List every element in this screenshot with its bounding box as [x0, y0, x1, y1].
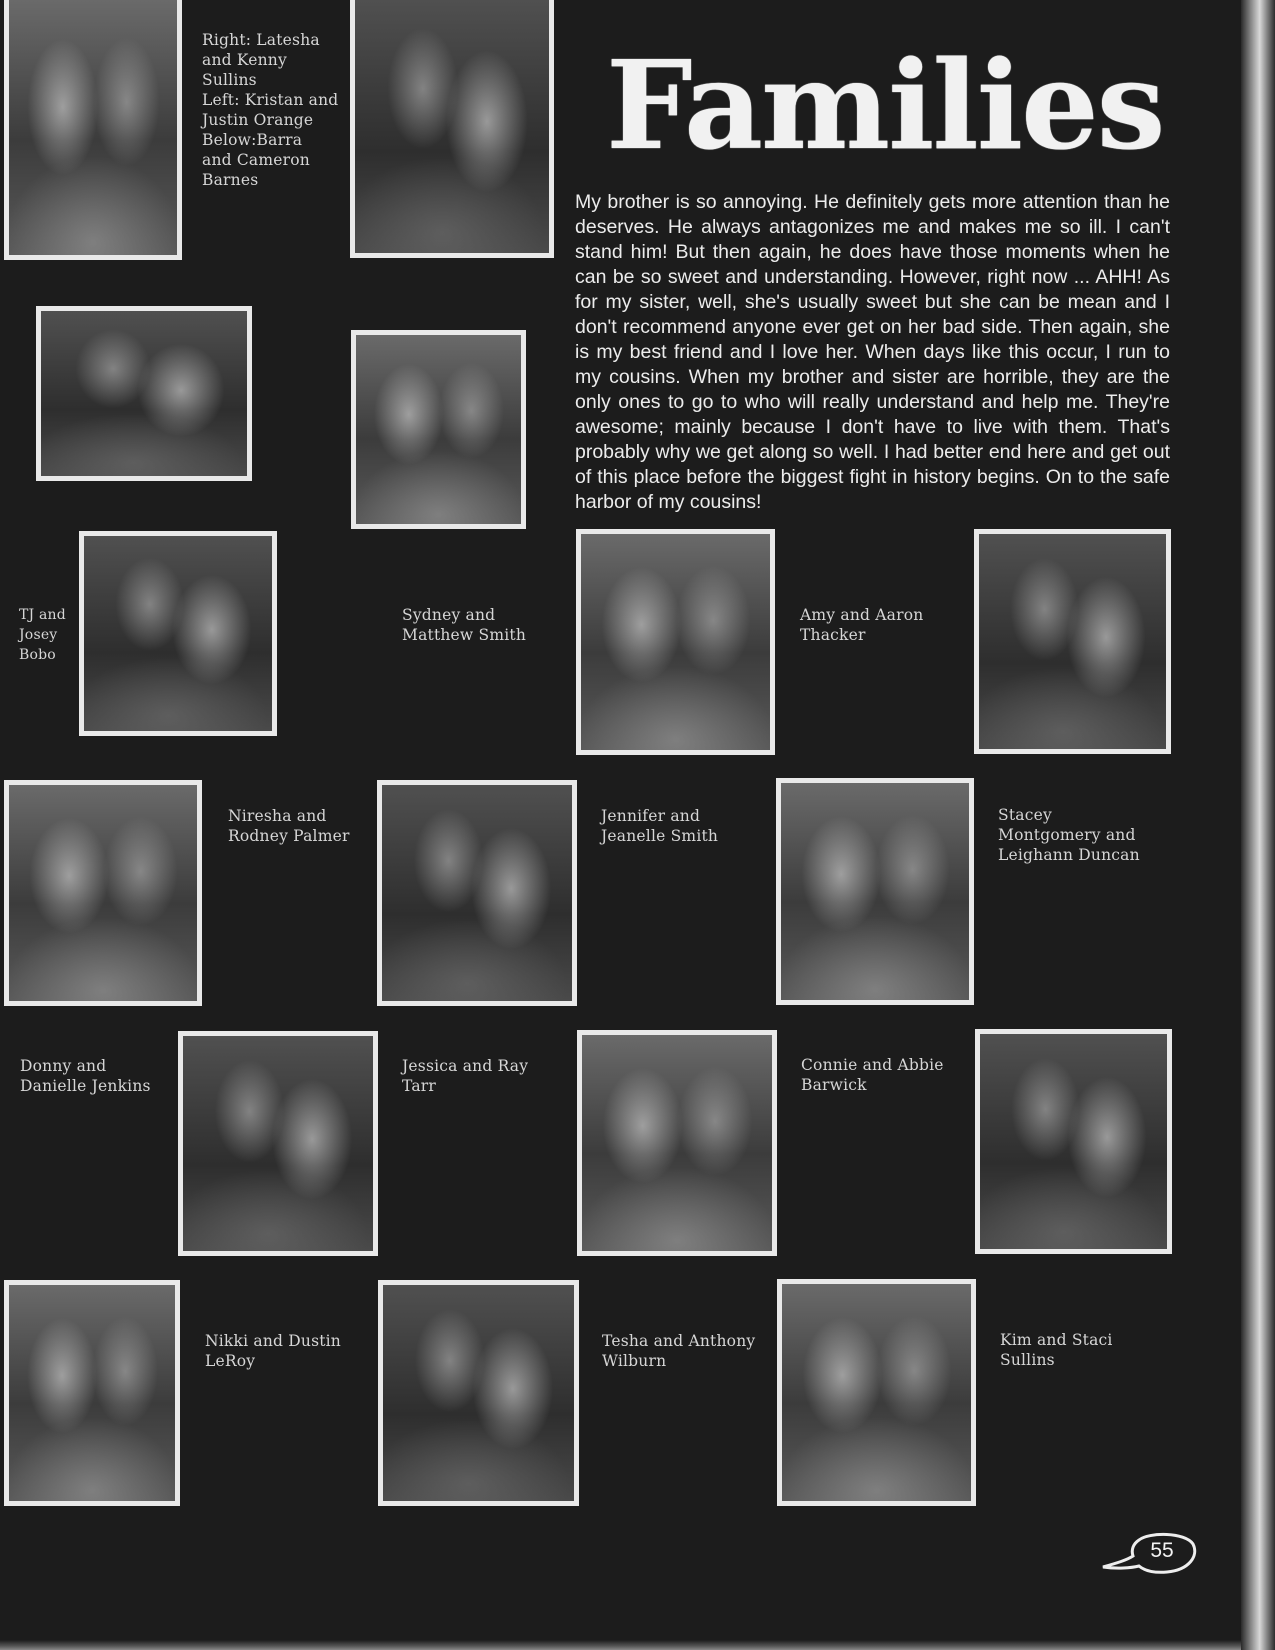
caption-line: Montgomery and	[998, 826, 1136, 844]
caption-sydney-matthew	[402, 605, 526, 645]
caption-line: and Kenny	[202, 51, 287, 69]
caption-line: Matthew Smith	[402, 626, 527, 644]
caption-line: Right: Latesha	[202, 31, 320, 49]
caption-line: Danielle Jenkins	[20, 1077, 151, 1095]
caption-leroy	[205, 1331, 341, 1371]
caption-line: Sullins	[202, 71, 257, 89]
caption-line: and Cameron	[202, 151, 310, 169]
caption-line: Thacker	[800, 626, 866, 644]
caption-line: Bobo	[19, 647, 56, 663]
caption-line: TJ and	[19, 607, 66, 623]
caption-barwick	[801, 1055, 944, 1095]
page-bottom-edge	[0, 1640, 1241, 1650]
caption-line: Tesha and Anthony	[602, 1332, 756, 1350]
photo-kim-staci-sullins	[777, 1279, 976, 1506]
photo-jennifer-jeanelle-smith	[377, 780, 577, 1006]
caption-jennifer-jeanelle	[601, 806, 718, 846]
caption-line: Josey	[19, 627, 58, 643]
photo-amy-aaron-thacker	[576, 529, 775, 755]
photo-tj-josey-bobo	[79, 531, 277, 736]
caption-bobo	[19, 605, 66, 665]
page-binding-edge	[1241, 0, 1275, 1650]
photo-tesha-anthony-wilburn	[378, 1280, 579, 1506]
photo-sydney-matthew-smith	[351, 330, 526, 529]
caption-line: Sydney and	[402, 606, 496, 624]
caption-line: Wilburn	[602, 1352, 667, 1370]
photo-upper-right	[974, 529, 1171, 754]
caption-line: Left: Kristan and	[202, 91, 339, 109]
caption-line: Jeanelle Smith	[601, 827, 719, 845]
photo-kristan-justin-orange	[350, 0, 554, 258]
photo-jessica-ray-tarr	[577, 1030, 777, 1256]
caption-line: Tarr	[402, 1077, 436, 1095]
caption-line: Leighann Duncan	[998, 846, 1140, 864]
page-number: 55	[1150, 1539, 1174, 1562]
caption-line: LeRoy	[205, 1352, 256, 1370]
caption-top-group	[202, 30, 338, 190]
photo-stacey-leighann	[776, 778, 974, 1005]
caption-line: Sullins	[1000, 1351, 1055, 1369]
photo-niresha-rodney-palmer	[4, 780, 202, 1006]
caption-line: Jennifer and	[601, 807, 701, 825]
caption-line: Connie and Abbie	[801, 1056, 944, 1074]
caption-line: Barnes	[202, 171, 259, 189]
caption-line: Below:Barra	[202, 131, 303, 149]
photo-connie-abbie-barwick	[975, 1029, 1172, 1254]
caption-line: Niresha and	[228, 807, 327, 825]
page-title: Families	[606, 33, 1164, 177]
caption-line: Amy and Aaron	[800, 606, 924, 624]
caption-line: Justin Orange	[202, 111, 314, 129]
caption-tarr	[402, 1056, 528, 1096]
photo-latesha-kenny-sullins	[4, 0, 182, 260]
caption-thacker	[800, 605, 923, 645]
caption-line: Stacey	[998, 806, 1052, 824]
photo-nikki-dustin-leroy	[4, 1280, 180, 1506]
photo-donny-danielle-jenkins	[178, 1031, 378, 1256]
caption-line: Rodney Palmer	[228, 827, 350, 845]
caption-line: Barwick	[801, 1076, 867, 1094]
caption-jenkins	[20, 1056, 151, 1096]
caption-line: Jessica and Ray	[402, 1057, 529, 1075]
caption-kim-staci	[1000, 1330, 1113, 1370]
caption-line: Donny and	[20, 1057, 107, 1075]
caption-line: Kim and Staci	[1000, 1331, 1113, 1349]
photo-barra-cameron-barnes	[36, 306, 252, 481]
essay-text: My brother is so annoying. He definitely gets more attention than he deserves. He always antagonizes me and makes me so ill. I can't stand him! But then again, he does have those moments when he can be so sweet and understanding. However, right now ... AHH! As for my sister, well, she's usually sweet but she can be mean and I don't recommend anyone ever get on her bad side. Then again, she is my best friend and I love her. When days like this occur, I run to my cousins. When my brother and sister are horrible, they are the only ones to go to who will really understand and help me. They're awesome; mainly because I don't have to live with them. That's probably why we get along so well. I had better end here and get out of this place before the biggest fight in history begins. On to the safe harbor of my cousins!	[575, 191, 1170, 513]
caption-wilburn	[602, 1331, 755, 1371]
caption-palmer	[228, 806, 350, 846]
caption-duncan	[998, 805, 1140, 865]
caption-line: Nikki and Dustin	[205, 1332, 341, 1350]
